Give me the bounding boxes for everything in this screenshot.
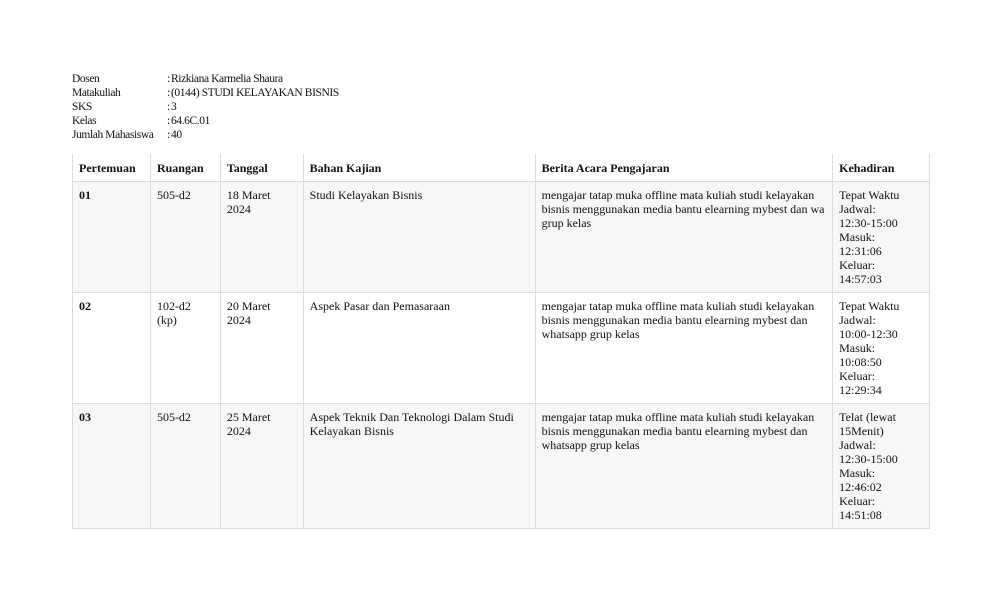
kehadiran-jadwal-value: 12:30-15:00 [839,452,898,466]
kehadiran-masuk-label: Masuk: [839,230,876,244]
attendance-table [72,154,930,529]
info-label: Kelas [72,115,97,127]
kehadiran-masuk-value: 12:31:06 [839,244,882,258]
info-value: Rizkiana Karmelia Shaura [171,73,283,85]
kehadiran-keluar-value: 14:57:03 [839,272,882,286]
info-label: SKS [72,101,92,113]
info-separator: : [167,73,170,85]
info-separator: : [167,101,170,113]
cell-ruangan: 102-d2 (kp) [150,293,220,404]
header-berita-acara: Berita Acara Pengajaran [535,154,833,182]
kehadiran-masuk-label: Masuk: [839,466,876,480]
cell-kehadiran [833,293,930,404]
header-pertemuan: Pertemuan [73,154,151,182]
cell-ruangan: 505-d2 [150,404,220,529]
info-row-matakuliah [72,86,339,100]
info-label: Dosen [72,73,100,85]
info-value: 64.6C.01 [171,115,210,127]
kehadiran-jadwal-value: 10:00-12:30 [839,327,898,341]
kehadiran-keluar-label: Keluar: [839,258,876,272]
cell-ruangan: 505-d2 [150,182,220,293]
cell-berita-acara: mengajar tatap muka offline mata kuliah studi kelayakan bisnis menggunakan media bantu elearning mybest dan whatsapp grup kelas [535,293,833,404]
cell-kehadiran [833,182,930,293]
kehadiran-keluar-label: Keluar: [839,494,876,508]
cell-berita-acara: mengajar tatap muka offline mata kuliah studi kelayakan bisnis menggunakan media bantu elearning mybest dan wa grup kelas [535,182,833,293]
header-ruangan: Ruangan [150,154,220,182]
table-header-row [73,154,930,182]
info-row-jumlah-mahasiswa [72,128,339,142]
header-bahan-kajian: Bahan Kajian [303,154,535,182]
info-row-kelas [72,114,339,128]
cell-berita-acara: mengajar tatap muka offline mata kuliah studi kelayakan bisnis menggunakan media bantu elearning mybest dan whatsapp grup kelas [535,404,833,529]
table-row [73,404,930,529]
info-row-sks [72,100,339,114]
info-label: Matakuliah [72,87,121,99]
cell-pertemuan: 03 [73,404,151,529]
kehadiran-jadwal-value: 12:30-15:00 [839,216,898,230]
info-value: (0144) STUDI KELAYAKAN BISNIS [171,87,339,99]
course-info [72,72,339,142]
cell-bahan-kajian: Aspek Pasar dan Pemasaraan [303,293,535,404]
info-separator: : [167,129,170,141]
cell-tanggal: 25 Maret 2024 [220,404,303,529]
cell-pertemuan: 02 [73,293,151,404]
cell-bahan-kajian: Aspek Teknik Dan Teknologi Dalam Studi Kelayakan Bisnis [303,404,535,529]
kehadiran-jadwal-label: Jadwal: [839,313,876,327]
header-kehadiran: Kehadiran [833,154,930,182]
cell-pertemuan: 01 [73,182,151,293]
cell-kehadiran [833,404,930,529]
kehadiran-masuk-value: 12:46:02 [839,480,882,494]
kehadiran-keluar-value: 12:29:34 [839,383,882,397]
kehadiran-status: Tepat Waktu [839,299,900,313]
kehadiran-masuk-value: 10:08:50 [839,355,882,369]
info-separator: : [167,87,170,99]
kehadiran-keluar-label: Keluar: [839,369,876,383]
info-value: 40 [171,129,182,141]
kehadiran-status: Tepat Waktu [839,188,900,202]
header-tanggal: Tanggal [220,154,303,182]
kehadiran-jadwal-label: Jadwal: [839,202,876,216]
info-label: Jumlah Mahasiswa [72,129,154,141]
kehadiran-status: Telat (lewat 15Menit) [839,410,896,438]
kehadiran-jadwal-label: Jadwal: [839,438,876,452]
cell-tanggal: 18 Maret 2024 [220,182,303,293]
table-row [73,293,930,404]
kehadiran-keluar-value: 14:51:08 [839,508,882,522]
table-row [73,182,930,293]
info-value: 3 [171,101,177,113]
cell-tanggal: 20 Maret 2024 [220,293,303,404]
cell-bahan-kajian: Studi Kelayakan Bisnis [303,182,535,293]
info-row-dosen [72,72,339,86]
info-separator: : [167,115,170,127]
kehadiran-masuk-label: Masuk: [839,341,876,355]
